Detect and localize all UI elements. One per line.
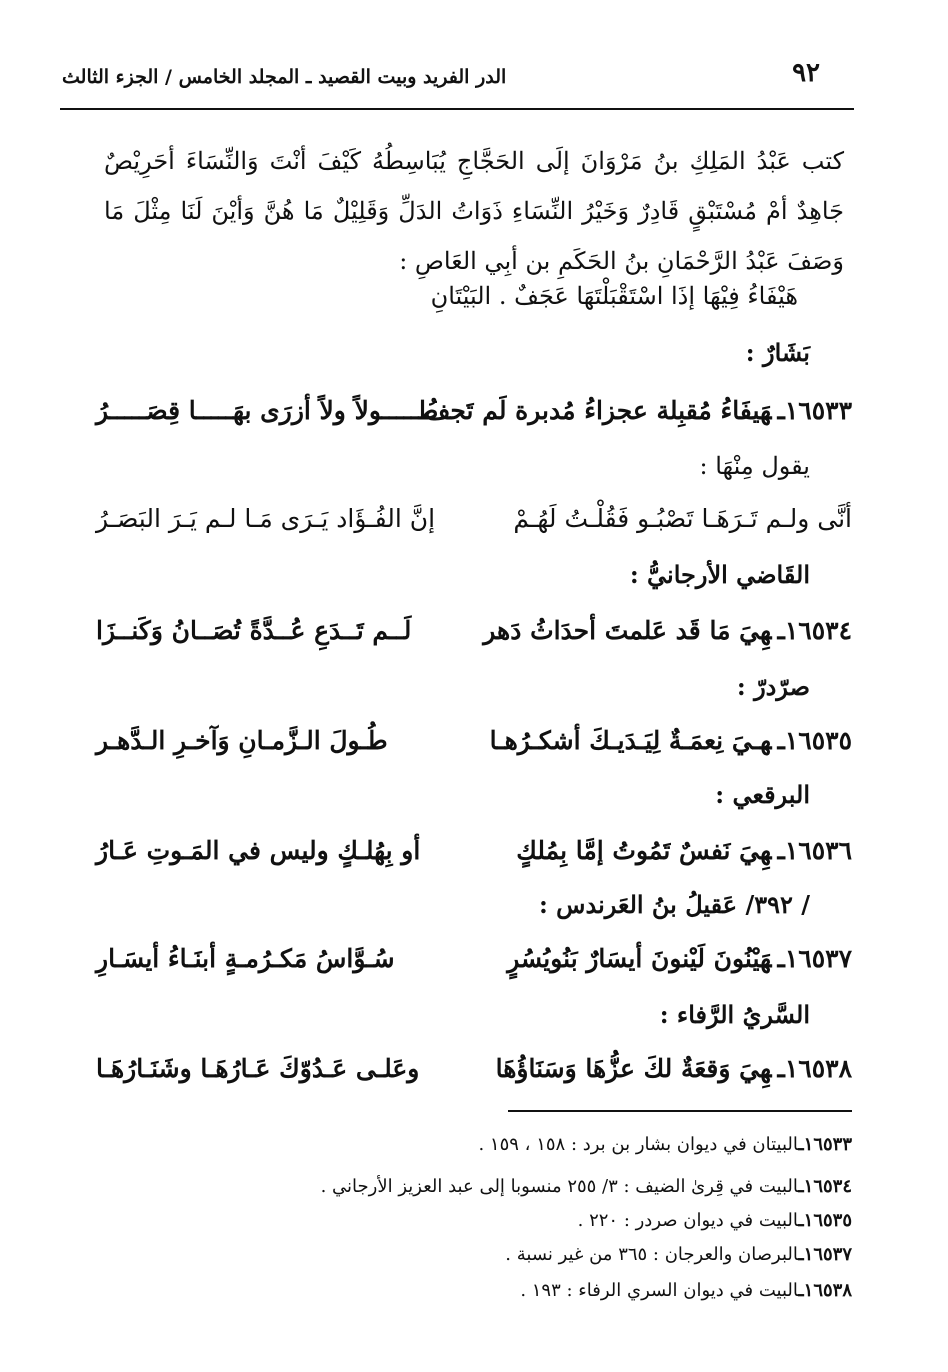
verse-sadr: ١٦٥٣٦ـهِيَ نَفسٌ تَمُوتُ إمَّا بِمُلكٍ [516,836,852,865]
verse-16537 [96,944,852,990]
verse-number: ١٦٥٣٥ـ [777,726,852,755]
footnote-number: ١٦٥٣٥ـ [798,1210,852,1231]
poet-label-barqai: البرقعي : [715,780,810,809]
poet-label-bashar: بَشَارٌ : [745,338,810,367]
footnote-number: ١٦٥٣٤ـ [798,1176,852,1197]
intro-quote: هَيْفَاءُ فِيْهَا إذَا اسْتَقْبَلْتَهَا عَجَفٌ . البَيْتَانِ [430,282,798,310]
running-title: الدر الفريد وبيت القصيد ـ المجلد الخامس / الجزء الثالث [62,66,507,88]
header-rule [60,108,854,110]
verse-ajuz: لَــم تَــدَعِ عُــدَّةً تُصَــانُ وَكَنــزَا [96,616,412,645]
verse-ajuz: طـــــولاً ولاً أزرَى بهَـــــا قِصَـــــرُ [96,396,439,425]
verse-16536 [96,836,852,882]
verse-sadr: ١٦٥٣٣ـهَيفَاءُ مُقبِلة عجزاءُ مُدبرة لَم تَجفُ [424,396,852,425]
verse-ajuz: طُـولَ الـزَّمـانِ وَآخـرِ الـدَّهـر [96,726,388,755]
footnote-number: ١٦٥٣٧ـ [798,1244,852,1265]
verse-ajuz: وعَلـى عَـدُوّكَ عَـارُهَـا وشَنَـارُهَـا [96,1054,420,1083]
verse-sadr: أنَّى ولـم تَـرَهَـا تَصْبُـو فَقُلْـتُ لَهُـمْ [513,504,852,533]
footnote-number: ١٦٥٣٣ـ [798,1134,852,1155]
poet-label-sardar: صرّدرّ : [736,672,810,701]
page-header [62,58,852,98]
label-yaqul: يقول مِنْهَا : [699,452,810,480]
verse-sadr: ١٦٥٣٨ـهِيَ وَقعَةٌ لكَ عزُّهَا وَسَنَاؤُهَا [495,1054,852,1083]
verse-sadr: ١٦٥٣٤ـهِيَ مَا قَد عَلمتَ أحدَاثُ دَهر [483,616,852,645]
verse-number: ١٦٥٣٣ـ [777,396,852,425]
verse-ajuz: سُـوَّاسُ مَكـرُمـةٍ أبنَـاءُ أيسَـارِ [96,944,395,973]
page-number: ٩٢ [792,58,820,88]
verse-16533 [96,396,852,442]
intro-paragraph: كتب عَبْدُ المَلِكِ بنُ مَرْوَانَ إلَى الحَجَّاجِ يُبَاسِطُهُ كَيْفَ أنْتَ وَالنِّسَاءَ أحَرِيْصٌ جَاهِدٌ أمْ مُسْتَبْقٍ قَادِرٌ وَخَيْرُ النِّسَاءِ ذَوَاتُ الدَلِّ وَقَلِيْلٌ مَا هُنَّ وَأيْنَ لَنَا مِثْلَ مَا وَصَفَ عَبْدُ الرَّحْمَانِ بنُ الحَكَمِ بن أبِي العَاصِ : [104,147,844,275]
footnote: ١٦٥٣٤ـالبيت في قِرىٰ الضيف : ٣/ ٢٥٥ منسوبا إلى عبد العزيز الأرجاني . [320,1176,852,1197]
footnote: ١٦٥٣٧ـالبرصان والعرجان : ٣٦٥ من غير نسبة . [505,1244,852,1265]
verse-sadr: ١٦٥٣٧ـهَيْنُونَ لَيْنونَ أيسَارٌ بَنُويُسُرٍ [507,944,852,973]
poet-label-aqil: / ٣٩٢/ عَقيلُ بنُ العَرندس : [538,890,810,919]
verse-16535 [96,726,852,772]
verse-number: ١٦٥٣٨ـ [777,1054,852,1083]
poet-label-qadi: القَاضي الأرجانيُّ : [629,560,810,589]
verse-ajuz: أو بِهُلـكٍ وليس في المَـوتِ عَـارُ [96,836,421,865]
verse-number: ١٦٥٣٦ـ [777,836,852,865]
footnote: ١٦٥٣٣ـالبيتان في ديوان بشار بن برد : ١٥٨ ، ١٥٩ . [478,1134,852,1155]
verse-number: ١٦٥٣٤ـ [777,616,852,645]
footnote: ١٦٥٣٨ـالبيت في ديوان السري الرفاء : ١٩٣ . [520,1280,852,1301]
footnote: ١٦٥٣٥ـالبيت في ديوان صردر : ٢٢٠ . [577,1210,852,1231]
verse-16534 [96,616,852,662]
verse-16538 [96,1054,852,1100]
footnote-number: ١٦٥٣٨ـ [798,1280,852,1301]
poet-label-sari: السَّريُ الرَّفاء : [659,1000,810,1029]
verse-16533-b [96,504,852,550]
verse-ajuz: إنَّ الفُـؤَاد يَـرَى مَـا لـم يَـرَ البَصَـرُ [96,504,436,533]
verse-number: ١٦٥٣٧ـ [777,944,852,973]
footnote-rule [508,1110,852,1112]
verse-sadr: ١٦٥٣٥ـهـيَ نِعمَـةٌ لِيَـدَيـكَ أشكـرُهـا [489,726,852,755]
